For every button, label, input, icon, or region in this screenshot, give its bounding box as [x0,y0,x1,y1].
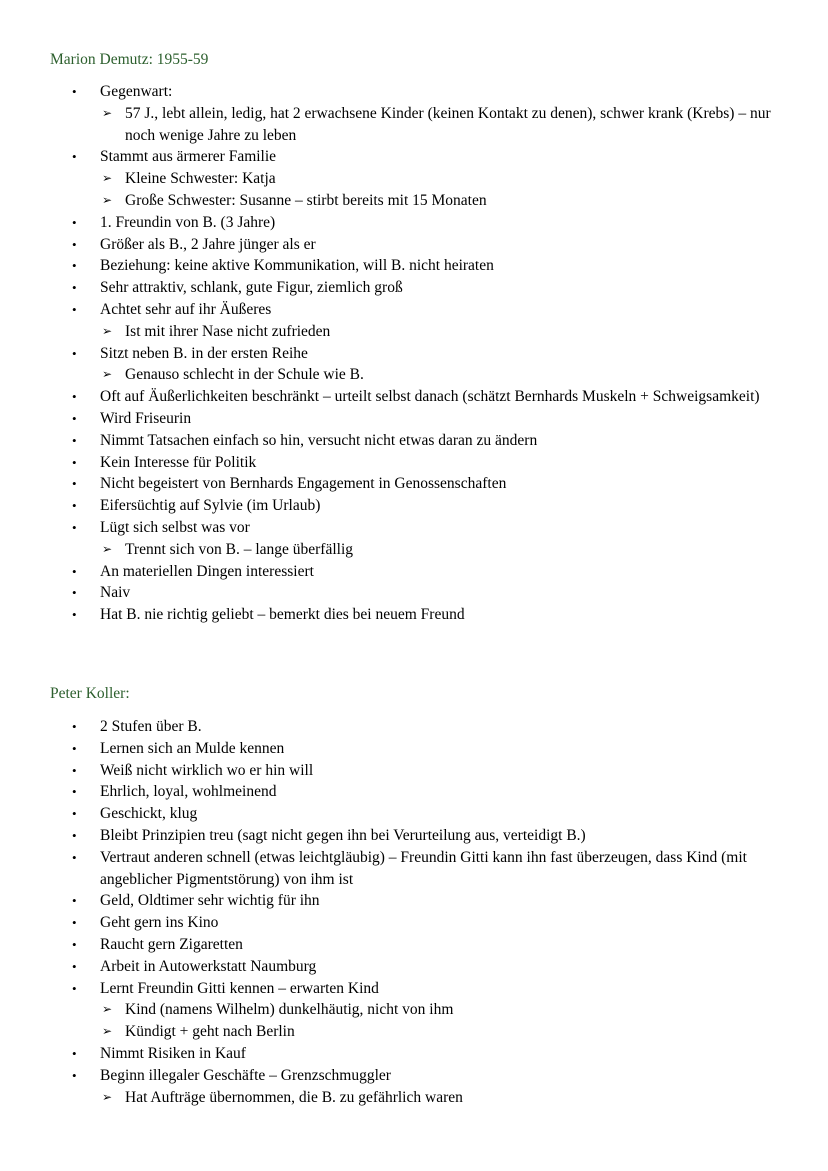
list-item-text: Kein Interesse für Politik [100,453,257,471]
bullet-icon: • [72,585,77,601]
bullet-icon: • [72,806,77,822]
sub-list-item-text: Genauso schlecht in der Schule wie B. [125,366,364,384]
bullet-icon: • [72,498,77,514]
bullet-icon: • [72,607,77,623]
bullet-icon: • [72,1045,77,1061]
list-item-text: Nimmt Risiken in Kauf [100,1044,246,1062]
list-item-text: Lernt Freundin Gitti kennen – erwarten Kind [100,979,379,997]
sub-list [100,1087,788,1109]
bullet-icon: • [72,915,77,931]
list-item-text: Gegenwart: [100,83,173,100]
sub-list-item-text: Kündigt + geht nach Berlin [125,1023,295,1041]
list-item-text: Nicht begeistert von Bernhards Engagement in Genossenschaften [100,475,507,493]
bullet-icon: • [72,301,77,317]
sub-list-item [100,999,788,1021]
list-item-text: 2 Stufen über B. [100,718,202,735]
list-item-text: Geschickt, klug [100,805,198,823]
list-item [0,386,828,408]
list-item-text: Lernen sich an Mulde kennen [100,739,285,757]
list-item [0,473,828,495]
bullet-icon: • [72,740,77,756]
arrow-bullet-icon: ➢ [102,541,113,556]
bullet-icon: • [72,280,77,296]
list-item-text: Bleibt Prinzipien treu (sagt nicht gegen ihn bei Verurteilung aus, verteidigt B.) [100,826,586,844]
arrow-bullet-icon: ➢ [102,323,113,338]
sub-list-item-text: Trennt sich von B. – lange überfällig [125,540,354,558]
list-item-text: Achtet sehr auf ihr Äußeres [100,300,272,318]
bullet-icon: • [72,84,77,99]
list-item-text: 1. Freundin von B. (3 Jahre) [100,213,276,231]
list-item [0,212,828,234]
arrow-bullet-icon: ➢ [102,1089,113,1104]
list-item-text: An materiellen Dingen interessiert [100,562,314,580]
bullet-icon: • [72,149,77,165]
bullet-icon: • [72,476,77,492]
list-item [0,430,828,452]
arrow-bullet-icon: ➢ [102,171,113,186]
list-item-text: Stammt aus ärmerer Familie [100,148,277,166]
list-item [0,452,828,474]
bullet-icon: • [72,454,77,470]
arrow-bullet-icon: ➢ [102,105,113,120]
list-item-text: Geht gern ins Kino [100,914,219,932]
list-item-text: Naiv [100,584,131,602]
sub-list-item-text: Kleine Schwester: Katja [125,170,276,188]
bullet-icon: • [72,719,77,734]
list-item [0,255,828,277]
list-item [0,604,828,626]
arrow-bullet-icon: ➢ [102,367,113,382]
sub-list-item-text: Ist mit ihrer Nase nicht zufrieden [125,322,331,340]
sub-list-item-text: 57 J., lebt allein, ledig, hat 2 erwachsene Kinder (keinen Kontakt zu denen), schwer krank (Krebs) – nur noch wenige Jahre zu leben [125,104,771,144]
bullet-icon: • [72,784,77,800]
list-item [0,738,828,760]
bullet-icon: • [72,258,77,274]
list-item [0,343,828,387]
list-item [0,912,828,934]
list-item-text: Raucht gern Zigaretten [100,935,243,953]
sub-list-item [100,1021,788,1043]
sub-list-item [100,321,788,343]
list-item [0,561,828,583]
bullet-icon: • [72,236,77,252]
list-item-text: Oft auf Äußerlichkeiten beschränkt – urteilt selbst danach (schätzt Bernhards Muskeln + Schweigsamkeit) [100,388,760,406]
list-item-text: Vertraut anderen schnell (etwas leichtgläubig) – Freundin Gitti kann ihn fast überzeugen, dass Kind (mit angeblicher Pigmentstörung) von ihm ist [100,848,747,888]
bullet-icon: • [72,432,77,448]
list-item [0,956,828,978]
bullet-icon: • [72,980,77,996]
list-item-text: Größer als B., 2 Jahre jünger als er [100,235,316,253]
list-item [0,1043,828,1065]
list-item [0,716,828,738]
list-item [0,760,828,782]
list-marion [0,81,828,626]
list-item-text: Eifersüchtig auf Sylvie (im Urlaub) [100,497,321,515]
sub-list-item-text: Hat Aufträge übernommen, die B. zu gefährlich waren [125,1088,463,1106]
bullet-icon: • [72,958,77,974]
arrow-bullet-icon: ➢ [102,192,113,207]
bullet-icon: • [72,519,77,535]
list-item [0,495,828,517]
list-item [0,978,828,1043]
list-item [0,1065,828,1109]
list-item-text: Lügt sich selbst was vor [100,518,250,536]
sub-list-item-text: Große Schwester: Susanne – stirbt bereits mit 15 Monaten [125,191,487,209]
list-item [0,781,828,803]
section-heading-peter: Peter Koller: [50,685,130,702]
list-item [0,277,828,299]
sub-list-item [100,1087,788,1109]
list-item [0,299,828,343]
list-item [0,934,828,956]
bullet-icon: • [72,827,77,843]
sub-list [100,103,788,147]
list-item-text: Sitzt neben B. in der ersten Reihe [100,344,308,362]
list-item [0,234,828,256]
list-item-text: Beginn illegaler Geschäfte – Grenzschmuggler [100,1066,391,1084]
sub-list-item [100,190,788,212]
bullet-icon: • [72,410,77,426]
list-item [0,803,828,825]
list-item-text: Geld, Oldtimer sehr wichtig für ihn [100,892,320,910]
list-item-text: Hat B. nie richtig geliebt – bemerkt dies bei neuem Freund [100,606,465,624]
sub-list-item [100,364,788,386]
bullet-icon: • [72,849,77,865]
list-item [0,582,828,604]
list-item-text: Wird Friseurin [100,409,192,427]
bullet-icon: • [72,345,77,361]
list-item-text: Nimmt Tatsachen einfach so hin, versucht nicht etwas daran zu ändern [100,431,538,449]
list-item [0,408,828,430]
list-item-text: Sehr attraktiv, schlank, gute Figur, ziemlich groß [100,279,403,297]
list-item [0,81,828,146]
sub-list-item [100,103,788,147]
bullet-icon: • [72,936,77,952]
list-peter [0,716,828,1108]
list-item [0,517,828,561]
sub-list-item-text: Kind (namens Wilhelm) dunkelhäutig, nicht von ihm [125,1001,454,1019]
bullet-icon: • [72,214,77,230]
sub-list-item [100,168,788,190]
list-item [0,825,828,847]
bullet-icon: • [72,762,77,778]
sub-list [100,364,788,386]
list-item [0,847,828,891]
list-item-text: Weiß nicht wirklich wo er hin will [100,761,314,779]
bullet-icon: • [72,1067,77,1083]
section-heading-marion: Marion Demutz: 1955-59 [50,51,209,68]
sub-list [100,539,788,561]
list-item-text: Ehrlich, loyal, wohlmeinend [100,783,277,801]
sub-list-item [100,539,788,561]
bullet-icon: • [72,563,77,579]
list-item-text: Beziehung: keine aktive Kommunikation, will B. nicht heiraten [100,257,494,275]
bullet-icon: • [72,893,77,909]
list-item-text: Arbeit in Autowerkstatt Naumburg [100,957,317,975]
arrow-bullet-icon: ➢ [102,1002,113,1017]
sub-list [100,321,788,343]
bullet-icon: • [72,389,77,405]
sub-list [100,168,788,212]
list-item [0,146,828,211]
arrow-bullet-icon: ➢ [102,1024,113,1039]
list-item [0,890,828,912]
sub-list [100,999,788,1043]
